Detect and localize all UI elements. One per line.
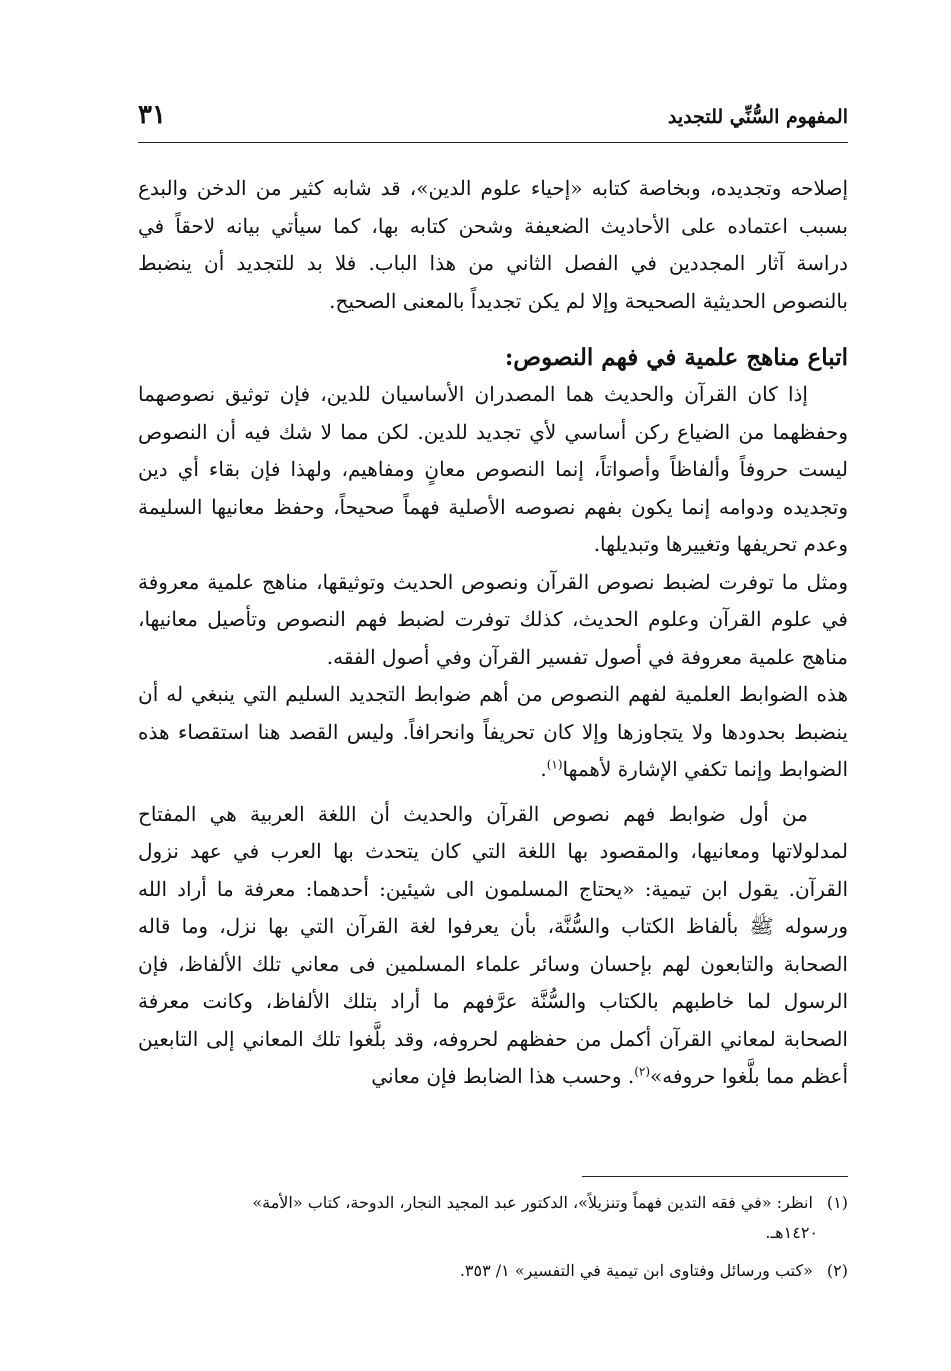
footnote-text: انظر: «في فقه التدين فهماً وتنزيلاً»، الدكتور عبد المجيد النجار، الدوحة، كتاب «الأمة» (252, 1193, 813, 1212)
paragraph-5-end: . وحسب هذا الضابط فإن معاني (371, 1064, 635, 1088)
footnote-2 (138, 1256, 848, 1286)
footnote-text: «كتب ورسائل وفتاوى ابن تيمية في التفسير» ١/ ٣٥٣. (459, 1261, 813, 1280)
paragraph-5 (138, 796, 848, 1096)
footnote-number: (١) (826, 1193, 848, 1212)
section-heading: اتباع مناهج علمية في فهم النصوص: (504, 344, 848, 371)
running-title: المفهوم السُّنِّي للتجديد (667, 106, 848, 128)
page-number: ٣١ (138, 100, 166, 130)
footnote-ref-1[interactable]: (١) (546, 757, 563, 772)
footnote-continuation: ١٤٢٠هـ. (765, 1223, 818, 1242)
footnote-ref-2[interactable]: (٢) (634, 1064, 651, 1079)
footnote-number: (٢) (826, 1261, 848, 1280)
footnote-separator (582, 1176, 848, 1177)
footnotes (138, 1188, 848, 1294)
paragraph-1: إصلاحه وتجديده، وبخاصة كتابه «إحياء علوم الدين»، قد شابه كثير من الدخن والبدع بسبب اعتماده على الأحاديث الضعيفة وشحن كتابه بها، كما سيأتي بيانه لاحقاً في دراسة آثار المجددين في الفصل الثاني من هذا الباب. فلا بد للتجديد أن ينضبط بالنصوص الحديثية الصحيحة وإلا لم يكن تجديداً بالمعنى الصحيح. (138, 176, 848, 313)
paragraph-4 (138, 676, 848, 789)
paragraph-5-text: من أول ضوابط فهم نصوص القرآن والحديث أن اللغة العربية هي المفتاح لمدلولاتها ومعانيها، والمقصود بها اللغة التي كان يتحدث بها العرب في عهد نزول القرآن. يقول ابن تيمية: «يحتاج المسلمون الى شيئين: أحدهما: معرفة ما أراد الله ورسوله ﷺ بألفاظ الكتاب والسُّنَّة، بأن يعرفوا لغة القرآن التي بها نزل، وما قاله الصحابة والتابعون لهم بإحسان وسائر علماء المسلمين فى معاني تلك الألفاظ، فإن الرسول لما خاطبهم بالكتاب والسُّنَّة عرَّفهم ما أراد بتلك الألفاظ، وكانت معرفة الصحابة لمعاني القرآن أكمل من حفظهم لحروفه، وقد بلَّغوا تلك المعاني إلى التابعين أعظم مما بلَّغوا حروفه» (138, 801, 848, 1088)
header-rule (138, 142, 848, 143)
paragraph-4-end: . (540, 757, 547, 781)
paragraph-2: إذا كان القرآن والحديث هما المصدران الأساسيان للدين، فإن توثيق نصوصهما وحفظهما من الضياع ركن أساسي لأي تجديد للدين. لكن مما لا شك فيه أن النصوص ليست حروفاً وألفاظاً وأصواتاً، إنما النصوص معانٍ ومفاهيم، ولهذا فإن بقاء أي دين وتجديده ودوامه إنما يكون بفهم نصوصه الأصلية فهماً صحيحاً، وحفظ معانيها السليمة وعدم تحريفها وتغييرها وتبديلها. (138, 382, 848, 556)
body-text (138, 170, 848, 1096)
footnote-1 (138, 1188, 848, 1248)
page-header (138, 100, 848, 140)
paragraph-4-text: هذه الضوابط العلمية لفهم النصوص من أهم ضوابط التجديد السليم التي ينبغي له أن ينضبط بحدودها ولا يتجاوزها وإلا كان تحريفاً وانحرافاً. وليس القصد هنا استقصاء هذه الضوابط وإنما تكفي الإشارة لأهمها (138, 682, 848, 781)
paragraph-3: ومثل ما توفرت لضبط نصوص القرآن ونصوص الحديث وتوثيقها، مناهج علمية معروفة في علوم القرآن وعلوم الحديث، كذلك توفرت لضبط فهم النصوص وتأصيل معانيها، مناهج علمية معروفة في أصول تفسير القرآن وفي أصول الفقه. (138, 569, 848, 669)
